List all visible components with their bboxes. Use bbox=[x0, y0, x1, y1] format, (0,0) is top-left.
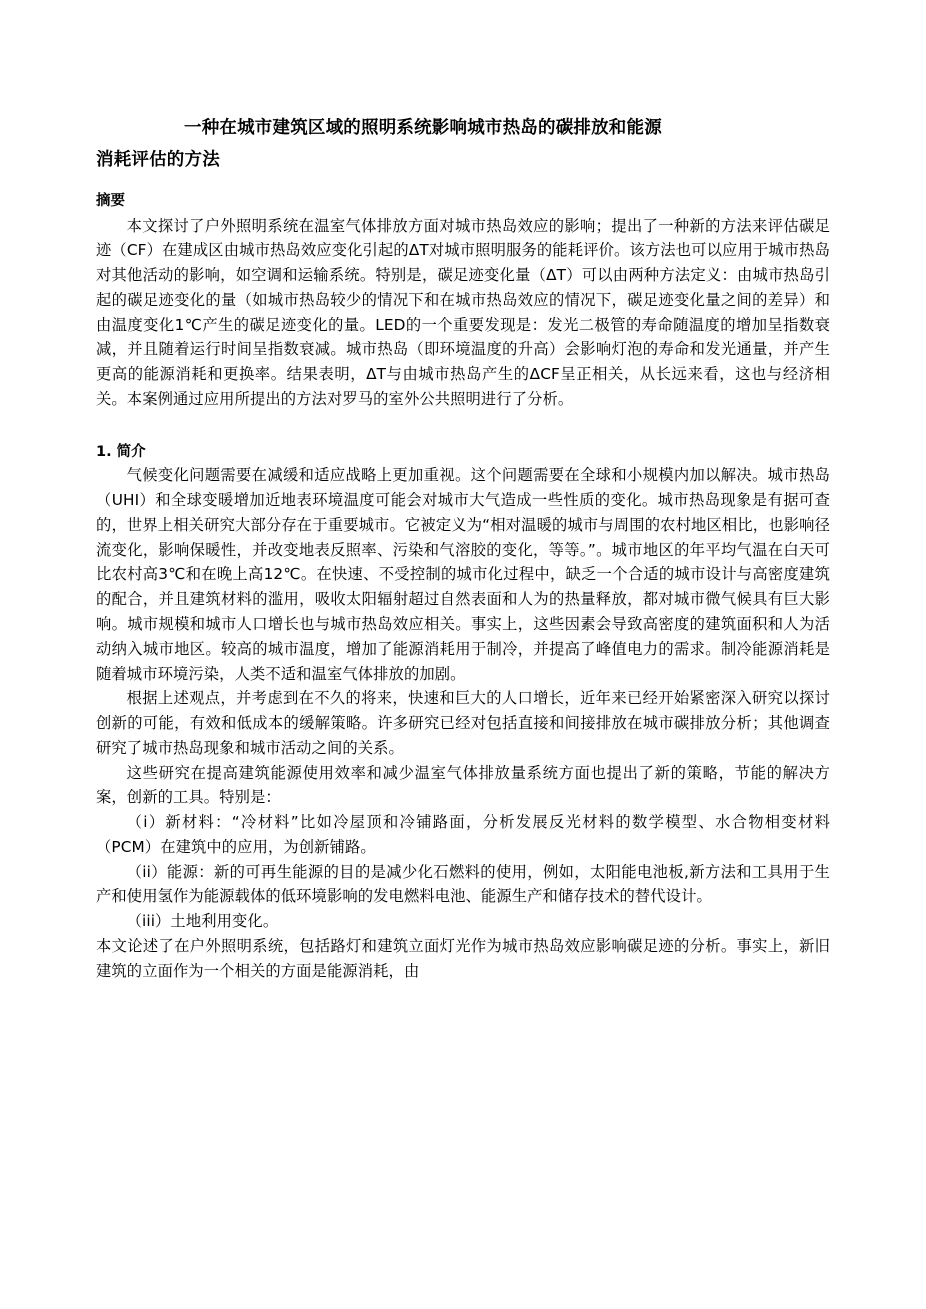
paragraph: 这些研究在提高建筑能源使用效率和减少温室气体排放量系统方面也提出了新的策略，节能的解决方案，创新的工具。特别是： bbox=[96, 763, 830, 807]
paragraph: 根据上述观点，并考虑到在不久的将来，快速和巨大的人口增长，近年来已经开始紧密深入研究以探讨创新的可能，有效和低成本的缓解策略。许多研究已经对包括直接和间接排放在城市碳排放分析；其他调查研究了城市热岛现象和城市活动之间的关系。 bbox=[96, 689, 830, 757]
abstract-heading: 摘要 bbox=[96, 192, 125, 209]
abstract-section bbox=[96, 191, 830, 412]
paragraph: 本文论述了在户外照明系统，包括路灯和建筑立面灯光作为城市热岛效应影响碳足迹的分析。事实上，新旧建筑的立面作为一个相关的方面是能源消耗，由 bbox=[96, 936, 830, 980]
paragraph: （ii）能源：新的可再生能源的目的是减少化石燃料的使用，例如，太阳能电池板,新方法和工具用于生产和使用氢作为能源载体的低环境影响的发电燃料电池、能源生产和储存技术的替代设计。 bbox=[96, 862, 830, 906]
page-title bbox=[96, 112, 830, 177]
page-title-line-1: 一种在城市建筑区域的照明系统影响城市热岛的碳排放和能源 bbox=[184, 118, 662, 138]
introduction-section bbox=[96, 442, 830, 984]
abstract-paragraph: 本文探讨了户外照明系统在温室气体排放方面对城市热岛效应的影响；提出了一种新的方法来评估碳足迹（CF）在建成区由城市热岛效应变化引起的ΔT对城市照明服务的能耗评价。该方法也可以应用于城市热岛对其他活动的影响，如空调和运输系统。特别是，碳足迹变化量（ΔT）可以由两种方法定义：由城市热岛引起的碳足迹变化的量（如城市热岛较少的情况下和在城市热岛效应的情况下，碳足迹变化量之间的差异）和由温度变化1℃产生的碳足迹变化的量。LED的一个重要发现是：发光二极管的寿命随温度的增加呈指数衰减，并且随着运行时间呈指数衰减。城市热岛（即环境温度的升高）会影响灯泡的寿命和发光通量，并产生更高的能源消耗和更换率。结果表明，ΔT与由城市热岛产生的ΔCF呈正相关，从长远来看，这也与经济相关。本案例通过应用所提出的方法对罗马的室外公共照明进行了分析。 bbox=[96, 216, 830, 408]
paragraph: （i）新材料：“冷材料”比如冷屋顶和冷铺路面，分析发展反光材料的数学模型、水合物相变材料（PCM）在建筑中的应用，为创新铺路。 bbox=[96, 813, 830, 856]
introduction-heading: 1. 简介 bbox=[96, 443, 146, 460]
page-title-line-2: 消耗评估的方法 bbox=[96, 150, 220, 171]
paragraph: （iii）土地利用变化。 bbox=[126, 912, 279, 931]
paragraph: 气候变化问题需要在减缓和适应战略上更加重视。这个问题需要在全球和小规模内加以解决。城市热岛（UHI）和全球变暖增加近地表环境温度可能会对城市大气造成一些性质的变化。城市热岛现象是有据可查的，世界上相关研究大部分存在于重要城市。它被定义为“相对温暖的城市与周围的农村地区相比，也影响径流变化，影响保暖性，并改变地表反照率、污染和气溶胶的变化，等等。”。城市地区的年平均气温在白天可比农村高3℃和在晚上高12℃。在快速、不受控制的城市化过程中，缺乏一个合适的城市设计与高密度建筑的配合，并且建筑材料的滥用，吸收太阳辐射超过自然表面和人为的热量释放，都对城市微气候具有巨大影响。城市规模和城市人口增长也与城市热岛效应相关。事实上，这些因素会导致高密度的建筑面积和人为活动纳入城市地区。较高的城市温度，增加了能源消耗用于制冷，并提高了峰值电力的需求。制冷能源消耗是随着城市环境污染，人类不适和温室气体排放的加剧。 bbox=[96, 466, 830, 683]
